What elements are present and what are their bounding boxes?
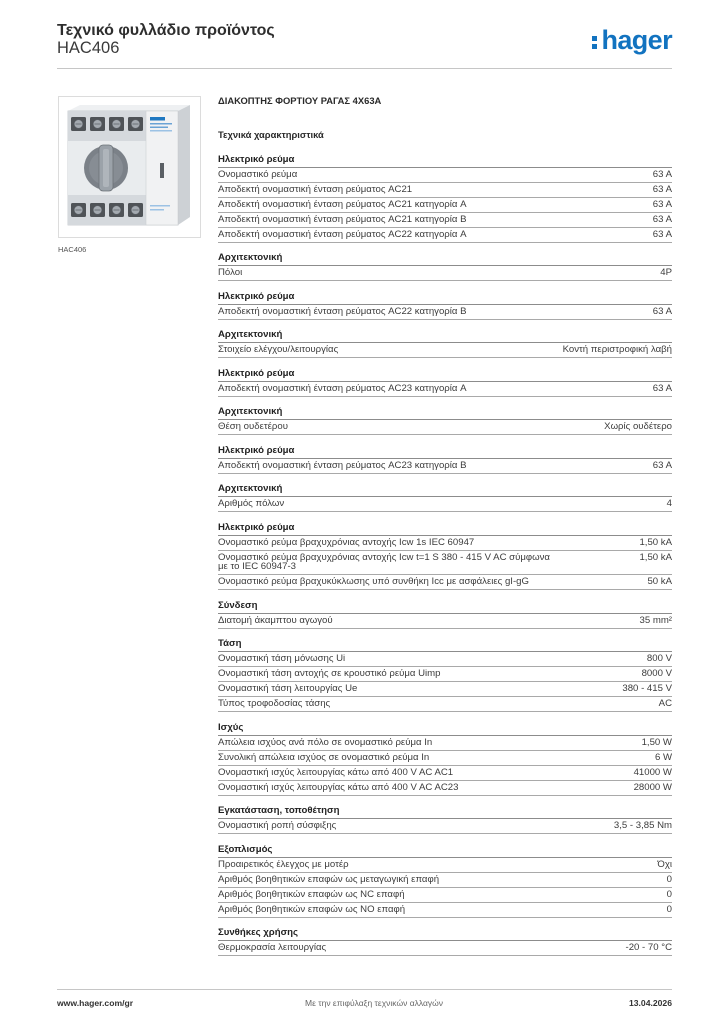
spec-row bbox=[218, 682, 672, 697]
section-title: Εξοπλισμός bbox=[218, 843, 672, 858]
spec-row bbox=[218, 198, 672, 213]
document-title: Τεχνικό φυλλάδιο προϊόντος bbox=[57, 22, 275, 39]
spec-row bbox=[218, 614, 672, 629]
spec-label: Συνολική απώλεια ισχύος σε ονομαστικό ρεύμα In bbox=[218, 751, 430, 763]
spec-label: Προαιρετικός έλεγχος με μοτέρ bbox=[218, 858, 349, 870]
spec-label: Ονομαστική ισχύς λειτουργίας κάτω από 400 V AC AC23 bbox=[218, 781, 459, 793]
spec-value: 800 V bbox=[646, 653, 672, 665]
spec-label: Αριθμός βοηθητικών επαφών ως μεταγωγική επαφή bbox=[218, 873, 440, 885]
spec-section bbox=[218, 328, 672, 358]
spec-label: Αποδεκτή ονομαστική ένταση ρεύματος AC21 κατηγορία A bbox=[218, 198, 467, 210]
spec-row bbox=[218, 766, 672, 781]
spec-value: 0 bbox=[666, 888, 672, 900]
spec-section bbox=[218, 290, 672, 320]
product-name: ΔΙΑΚΟΠΤΗΣ ΦΟΡΤΙΟΥ ΡΑΓΑΣ 4X63A bbox=[218, 95, 382, 106]
spec-label: Θέση ουδετέρου bbox=[218, 421, 288, 433]
spec-row bbox=[218, 343, 672, 358]
section-title: Ισχύς bbox=[218, 721, 672, 736]
section-title: Σύνδεση bbox=[218, 599, 672, 614]
footer-date: 13.04.2026 bbox=[628, 998, 672, 1008]
spec-value: 63 A bbox=[652, 168, 672, 180]
logo-mark-square bbox=[592, 44, 597, 49]
section-title: Ηλεκτρικό ρεύμα bbox=[218, 521, 672, 536]
section-title: Ηλεκτρικό ρεύμα bbox=[218, 367, 672, 382]
spec-label: Ονομαστικό ρεύμα βραχυκύκλωσης υπό συνθήκη Icc με ασφάλειες gI-gG bbox=[218, 576, 529, 588]
spec-row bbox=[218, 697, 672, 712]
logo-wordmark: hager bbox=[601, 25, 672, 55]
spec-value: 63 A bbox=[652, 382, 672, 394]
spec-label: Ονομαστικό ρεύμα bbox=[218, 168, 298, 180]
spec-row bbox=[218, 941, 672, 956]
specs-heading: Τεχνικά χαρακτηριστικά bbox=[218, 129, 324, 140]
spec-value: 3,5 - 3,85 Nm bbox=[613, 820, 672, 832]
spec-row bbox=[218, 819, 672, 834]
spec-value: -20 - 70 °C bbox=[625, 942, 672, 954]
spec-section bbox=[218, 251, 672, 281]
spec-label: Αποδεκτή ονομαστική ένταση ρεύματος AC21 bbox=[218, 183, 413, 195]
section-title: Αρχιτεκτονική bbox=[218, 251, 672, 266]
section-title: Συνθήκες χρήσης bbox=[218, 926, 672, 941]
section-title: Αρχιτεκτονική bbox=[218, 405, 672, 420]
spec-row bbox=[218, 888, 672, 903]
spec-value: 1,50 kA bbox=[639, 551, 672, 563]
spec-label: Αποδεκτή ονομαστική ένταση ρεύματος AC22 κατηγορία B bbox=[218, 305, 467, 317]
spec-label: Ονομαστική ισχύς λειτουργίας κάτω από 400 V AC AC1 bbox=[218, 766, 454, 778]
spec-value: 4P bbox=[660, 267, 672, 279]
hager-logo bbox=[592, 27, 672, 57]
spec-section bbox=[218, 843, 672, 918]
section-title: Εγκατάσταση, τοποθέτηση bbox=[218, 804, 672, 819]
spec-label: Αποδεκτή ονομαστική ένταση ρεύματος AC23 κατηγορία B bbox=[218, 459, 467, 471]
spec-value: 35 mm² bbox=[639, 614, 672, 626]
spec-label: Ονομαστική τάση αντοχής σε κρουστικό ρεύμα Uimp bbox=[218, 668, 441, 680]
spec-value: 0 bbox=[666, 903, 672, 915]
section-title: Ηλεκτρικό ρεύμα bbox=[218, 153, 672, 168]
spec-row bbox=[218, 459, 672, 474]
spec-section bbox=[218, 599, 672, 629]
spec-label: Αποδεκτή ονομαστική ένταση ρεύματος AC22 κατηγορία A bbox=[218, 228, 467, 240]
spec-section bbox=[218, 153, 672, 243]
product-code: HAC406 bbox=[57, 39, 120, 57]
spec-row bbox=[218, 551, 672, 576]
spec-value: 63 A bbox=[652, 183, 672, 195]
spec-row bbox=[218, 536, 672, 551]
spec-label: Αριθμός βοηθητικών επαφών ως NO επαφή bbox=[218, 903, 406, 915]
spec-row bbox=[218, 903, 672, 918]
header-divider bbox=[57, 68, 672, 69]
spec-section bbox=[218, 482, 672, 512]
spec-section bbox=[218, 926, 672, 956]
spec-label: Ονομαστική τάση λειτουργίας Ue bbox=[218, 683, 358, 695]
spec-label: Ονομαστική ροπή σύσφιξης bbox=[218, 820, 337, 832]
spec-value: 63 A bbox=[652, 213, 672, 225]
spec-row bbox=[218, 873, 672, 888]
spec-label: Θερμοκρασία λειτουργίας bbox=[218, 942, 327, 954]
spec-label: Αριθμός βοηθητικών επαφών ως NC επαφή bbox=[218, 888, 405, 900]
bottom-terminals bbox=[68, 195, 146, 225]
spec-value: Χωρίς ουδέτερο bbox=[604, 421, 672, 433]
spec-section bbox=[218, 721, 672, 796]
spec-value: 1,50 kA bbox=[639, 536, 672, 548]
spec-label: Αποδεκτή ονομαστική ένταση ρεύματος AC21 κατηγορία B bbox=[218, 213, 467, 225]
spec-label: Στοιχείο ελέγχου/λειτουργίας bbox=[218, 344, 339, 356]
spec-label: Διατομή άκαμπτου αγωγού bbox=[218, 614, 333, 626]
logo-mark bbox=[592, 27, 600, 54]
spec-label: Ονομαστική τάση μόνωσης Ui bbox=[218, 653, 346, 665]
spec-value: 8000 V bbox=[641, 668, 672, 680]
section-title: Αρχιτεκτονική bbox=[218, 328, 672, 343]
spec-value: 50 kA bbox=[647, 576, 672, 588]
spec-label: Αριθμός πόλων bbox=[218, 498, 285, 510]
spec-row bbox=[218, 305, 672, 320]
spec-row bbox=[218, 168, 672, 183]
spec-row bbox=[218, 497, 672, 512]
top-terminals bbox=[68, 111, 146, 141]
spec-value: 0 bbox=[666, 873, 672, 885]
spec-label: Ονομαστικό ρεύμα βραχυχρόνιας αντοχής Icw t=1 S 380 - 415 V AC σύμφωνα με το IEC 60947-3 bbox=[218, 551, 550, 573]
spec-value: 63 A bbox=[652, 459, 672, 471]
spec-section bbox=[218, 521, 672, 591]
spec-value: 4 bbox=[666, 498, 672, 510]
spec-section bbox=[218, 367, 672, 397]
spec-row bbox=[218, 575, 672, 590]
spec-label: Αποδεκτή ονομαστική ένταση ρεύματος AC23 κατηγορία A bbox=[218, 382, 467, 394]
image-caption: HAC406 bbox=[58, 245, 87, 254]
load-switch-illustration bbox=[59, 97, 200, 237]
spec-row bbox=[218, 382, 672, 397]
section-title: Ηλεκτρικό ρεύμα bbox=[218, 444, 672, 459]
spec-label: Τύπος τροφοδοσίας τάσης bbox=[218, 698, 331, 710]
specs-table bbox=[218, 153, 672, 957]
spec-value: AC bbox=[658, 698, 672, 710]
spec-value: 28000 W bbox=[633, 781, 672, 793]
spec-row bbox=[218, 213, 672, 228]
spec-value: 63 A bbox=[652, 228, 672, 240]
product-image bbox=[58, 96, 201, 238]
spec-row bbox=[218, 420, 672, 435]
spec-row bbox=[218, 736, 672, 751]
spec-label: Απώλεια ισχύος ανά πόλο σε ονομαστικό ρεύμα In bbox=[218, 736, 433, 748]
spec-value: Όχι bbox=[657, 858, 672, 870]
footer-website: www.hager.com/gr bbox=[57, 998, 134, 1008]
spec-row bbox=[218, 751, 672, 766]
spec-label: Ονομαστικό ρεύμα βραχυχρόνιας αντοχής Icw 1s IEC 60947 bbox=[218, 536, 475, 548]
spec-value: Κοντή περιστροφική λαβή bbox=[562, 344, 672, 356]
spec-row bbox=[218, 781, 672, 796]
spec-value: 380 - 415 V bbox=[622, 683, 672, 695]
spec-row bbox=[218, 652, 672, 667]
spec-section bbox=[218, 637, 672, 712]
spec-row bbox=[218, 858, 672, 873]
spec-value: 6 W bbox=[654, 751, 672, 763]
spec-row bbox=[218, 183, 672, 198]
logo-mark-square bbox=[592, 36, 597, 41]
spec-value: 63 A bbox=[652, 305, 672, 317]
spec-row bbox=[218, 228, 672, 243]
rotary-handle bbox=[68, 141, 146, 195]
spec-row bbox=[218, 266, 672, 281]
spec-section bbox=[218, 444, 672, 474]
spec-value: 1,50 W bbox=[641, 736, 672, 748]
spec-value: 41000 W bbox=[633, 766, 672, 778]
spec-section bbox=[218, 804, 672, 834]
spec-label: Πόλοι bbox=[218, 267, 243, 279]
side-module bbox=[146, 111, 178, 225]
spec-row bbox=[218, 667, 672, 682]
section-title: Αρχιτεκτονική bbox=[218, 482, 672, 497]
spec-value: 63 A bbox=[652, 198, 672, 210]
spec-section bbox=[218, 405, 672, 435]
footer-disclaimer: Με την επιφύλαξη τεχνικών αλλαγών bbox=[305, 998, 444, 1008]
footer-divider bbox=[57, 989, 672, 990]
section-title: Τάση bbox=[218, 637, 672, 652]
section-title: Ηλεκτρικό ρεύμα bbox=[218, 290, 672, 305]
